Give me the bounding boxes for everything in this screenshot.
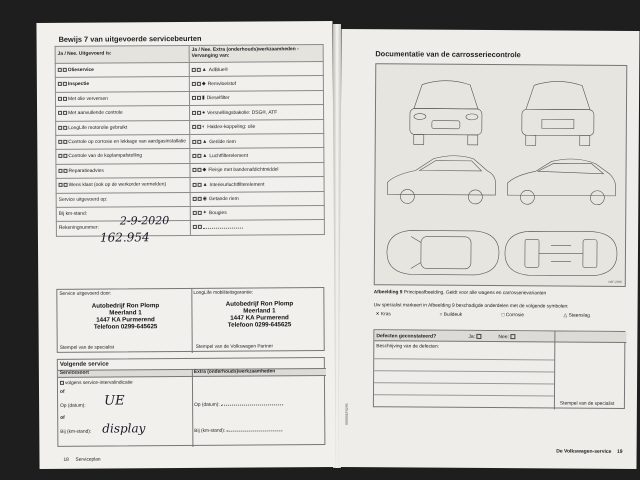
service-date-handwriting: 2-9-2020 bbox=[119, 214, 170, 228]
list-item[interactable]: ● Versnellingsbakolie: DSG®, ATF bbox=[190, 105, 324, 120]
spark-plug-icon: ✦ bbox=[202, 210, 208, 217]
filter-icon: ▮ bbox=[201, 95, 205, 102]
left-page bbox=[36, 21, 335, 469]
list-item[interactable]: Controle van de koplampafstelling bbox=[56, 149, 190, 164]
list-item[interactable]: Olieservice bbox=[55, 62, 189, 77]
right-stamp-label: Stempel van de specialist bbox=[559, 401, 615, 407]
list-item[interactable]: ▲ Gerilde riem bbox=[190, 133, 324, 148]
right-page-title: Documentatie van de carrosseriecontrole bbox=[375, 49, 521, 60]
vertical-code: 000001F0296 bbox=[344, 403, 349, 426]
list-item[interactable]: Met aanvullende controle bbox=[56, 106, 190, 121]
car-side-view-right bbox=[507, 159, 615, 205]
stamp-right-label: Stempel van de Volkswagen Partner bbox=[195, 344, 274, 350]
next-col2-header: Extra (onderhouds)werkzaamheden bbox=[193, 369, 276, 375]
next-km-label-2: Bij (km-stand): bbox=[194, 428, 282, 434]
next-date-label: Op (datum): bbox=[60, 403, 86, 409]
right-footer: De Volkswagen-service 19 bbox=[556, 448, 623, 455]
list-item[interactable]: ▲ Interieurluchtfilterelement bbox=[190, 177, 324, 192]
km-handwriting: 162.954 bbox=[99, 230, 150, 245]
list-item[interactable]: Met olie verversen bbox=[55, 91, 189, 106]
dealer-stamp-right: Autobedrijf Ron Plomp Meerland 1 1447 KA Purmerend Telefoon 0299-645625 bbox=[225, 300, 294, 329]
defects-no-checkbox[interactable]: Nee: bbox=[498, 334, 516, 340]
list-item[interactable]: ◆ Fleisje met bandenafdichtmiddel bbox=[190, 162, 324, 177]
car-front-view bbox=[410, 80, 482, 145]
list-item[interactable]: ◉ Getande riem bbox=[190, 191, 324, 206]
service-date-cell[interactable]: Service uitgevoerd op: bbox=[56, 192, 190, 207]
next-date-handwriting: UE bbox=[104, 393, 125, 409]
car-top-view bbox=[387, 230, 499, 275]
km-cell[interactable]: Bij km-stand: bbox=[56, 206, 190, 221]
legend-scratch: ✕ Kras bbox=[375, 312, 391, 318]
next-of-label-1: of bbox=[60, 389, 65, 395]
description-label: Beschrijving van de defecten: bbox=[376, 344, 440, 350]
adblue-icon: ▲ bbox=[201, 66, 207, 73]
belt-icon: ▲ bbox=[202, 138, 208, 145]
list-item[interactable]: ▮ Dieselfilter bbox=[189, 90, 323, 105]
car-rear-view bbox=[522, 81, 594, 146]
next-of-label-2: of bbox=[60, 415, 65, 421]
list-item[interactable]: ▲ AdBlue® bbox=[189, 62, 323, 77]
tyre-sealant-icon: ◆ bbox=[202, 167, 207, 174]
right-page bbox=[338, 29, 639, 469]
next-col1-header: Servicesoort bbox=[59, 370, 89, 376]
dealer-stamp-left: Autobedrijf Ron Plomp Meerland 1 1447 KA Purmerend Telefoon 0299-645625 bbox=[91, 302, 160, 331]
next-km-label: Bij (km-stand): bbox=[60, 429, 92, 435]
next-service-section bbox=[57, 357, 326, 447]
brake-fluid-icon: ◆ bbox=[201, 80, 206, 87]
list-item[interactable]: ▲ Luchtfilterelement bbox=[190, 148, 324, 163]
car-outline-svg bbox=[375, 64, 629, 288]
figure-caption: Afbeelding 9 Principeafbeelding. Geldt voor alle wagens en carrosserievarianten bbox=[373, 290, 547, 297]
service-checklist-table bbox=[55, 44, 325, 237]
list-item[interactable]: Wens klant (ook op de werkorder vermelden) bbox=[56, 178, 190, 193]
car-damage-diagram bbox=[374, 63, 628, 287]
legend-dent: ○ Buildeuk bbox=[439, 312, 463, 318]
next-date-label-2: Op (datum): bbox=[194, 402, 283, 408]
invoice-cell[interactable]: Rekeningnummer: bbox=[56, 221, 190, 236]
air-filter-icon: ▲ bbox=[202, 152, 208, 159]
legend-corrosion: □ Corrosie bbox=[501, 313, 524, 319]
col-right-header: Ja / Nee. Extra (onderhouds)werkzaamheden - Vervanging van: bbox=[189, 45, 323, 63]
list-item[interactable]: Controle op corrosie en lekkage van aardgasinstallatie bbox=[56, 134, 190, 149]
stamp-area bbox=[56, 287, 324, 353]
list-item[interactable]: ✦ Bougies bbox=[190, 205, 324, 220]
cabin-filter-icon: ▲ bbox=[202, 181, 208, 188]
instruction-text: Uw specialist markeert in Afbeelding 9 beschadigde onderdelen met de volgende symbolen: bbox=[373, 303, 569, 310]
list-item[interactable] bbox=[190, 220, 324, 235]
next-km-handwriting: display bbox=[102, 421, 146, 436]
list-item[interactable]: Reparatieadvies bbox=[56, 163, 190, 178]
list-item[interactable]: Inspectie bbox=[55, 77, 189, 92]
left-footer: 18 Serviceplan bbox=[63, 457, 101, 463]
timing-belt-icon: ◉ bbox=[202, 195, 208, 202]
col-left-header: Ja / Nee. Uitgevoerd is: bbox=[55, 45, 189, 63]
legend-stone-chip: △ Steenslag bbox=[563, 313, 590, 319]
car-side-view-left bbox=[387, 155, 495, 204]
next-service-title: Volgende service bbox=[59, 361, 109, 368]
car-underside-view bbox=[505, 231, 617, 276]
stamp-left-label: Stempel van de specialist bbox=[59, 345, 115, 351]
next-option-checkbox[interactable]: volgens service-intervalindicatie bbox=[60, 380, 133, 386]
haldex-icon: ◐ bbox=[202, 123, 206, 130]
defects-yes-checkbox[interactable]: Ja: bbox=[468, 334, 482, 340]
left-page-title: Bewijs 7 van uitgevoerde servicebeurten bbox=[58, 33, 202, 44]
performed-by-label: Service uitgevoerd door: bbox=[59, 291, 112, 297]
gearbox-icon: ● bbox=[202, 109, 206, 116]
list-item[interactable]: ◆ Remvloeistof bbox=[189, 76, 323, 91]
defects-label: Defecten geconstateerd? bbox=[376, 333, 437, 340]
mobility-label: LongLife mobiliteitsgarantie: bbox=[193, 290, 254, 296]
list-item[interactable]: ◐ Haldex-koppeling: olie bbox=[190, 119, 324, 134]
diagram-code: N0F-2396 bbox=[608, 279, 622, 284]
defects-section bbox=[373, 329, 626, 409]
list-item[interactable]: LongLife motorolie gebruikt bbox=[56, 120, 190, 135]
